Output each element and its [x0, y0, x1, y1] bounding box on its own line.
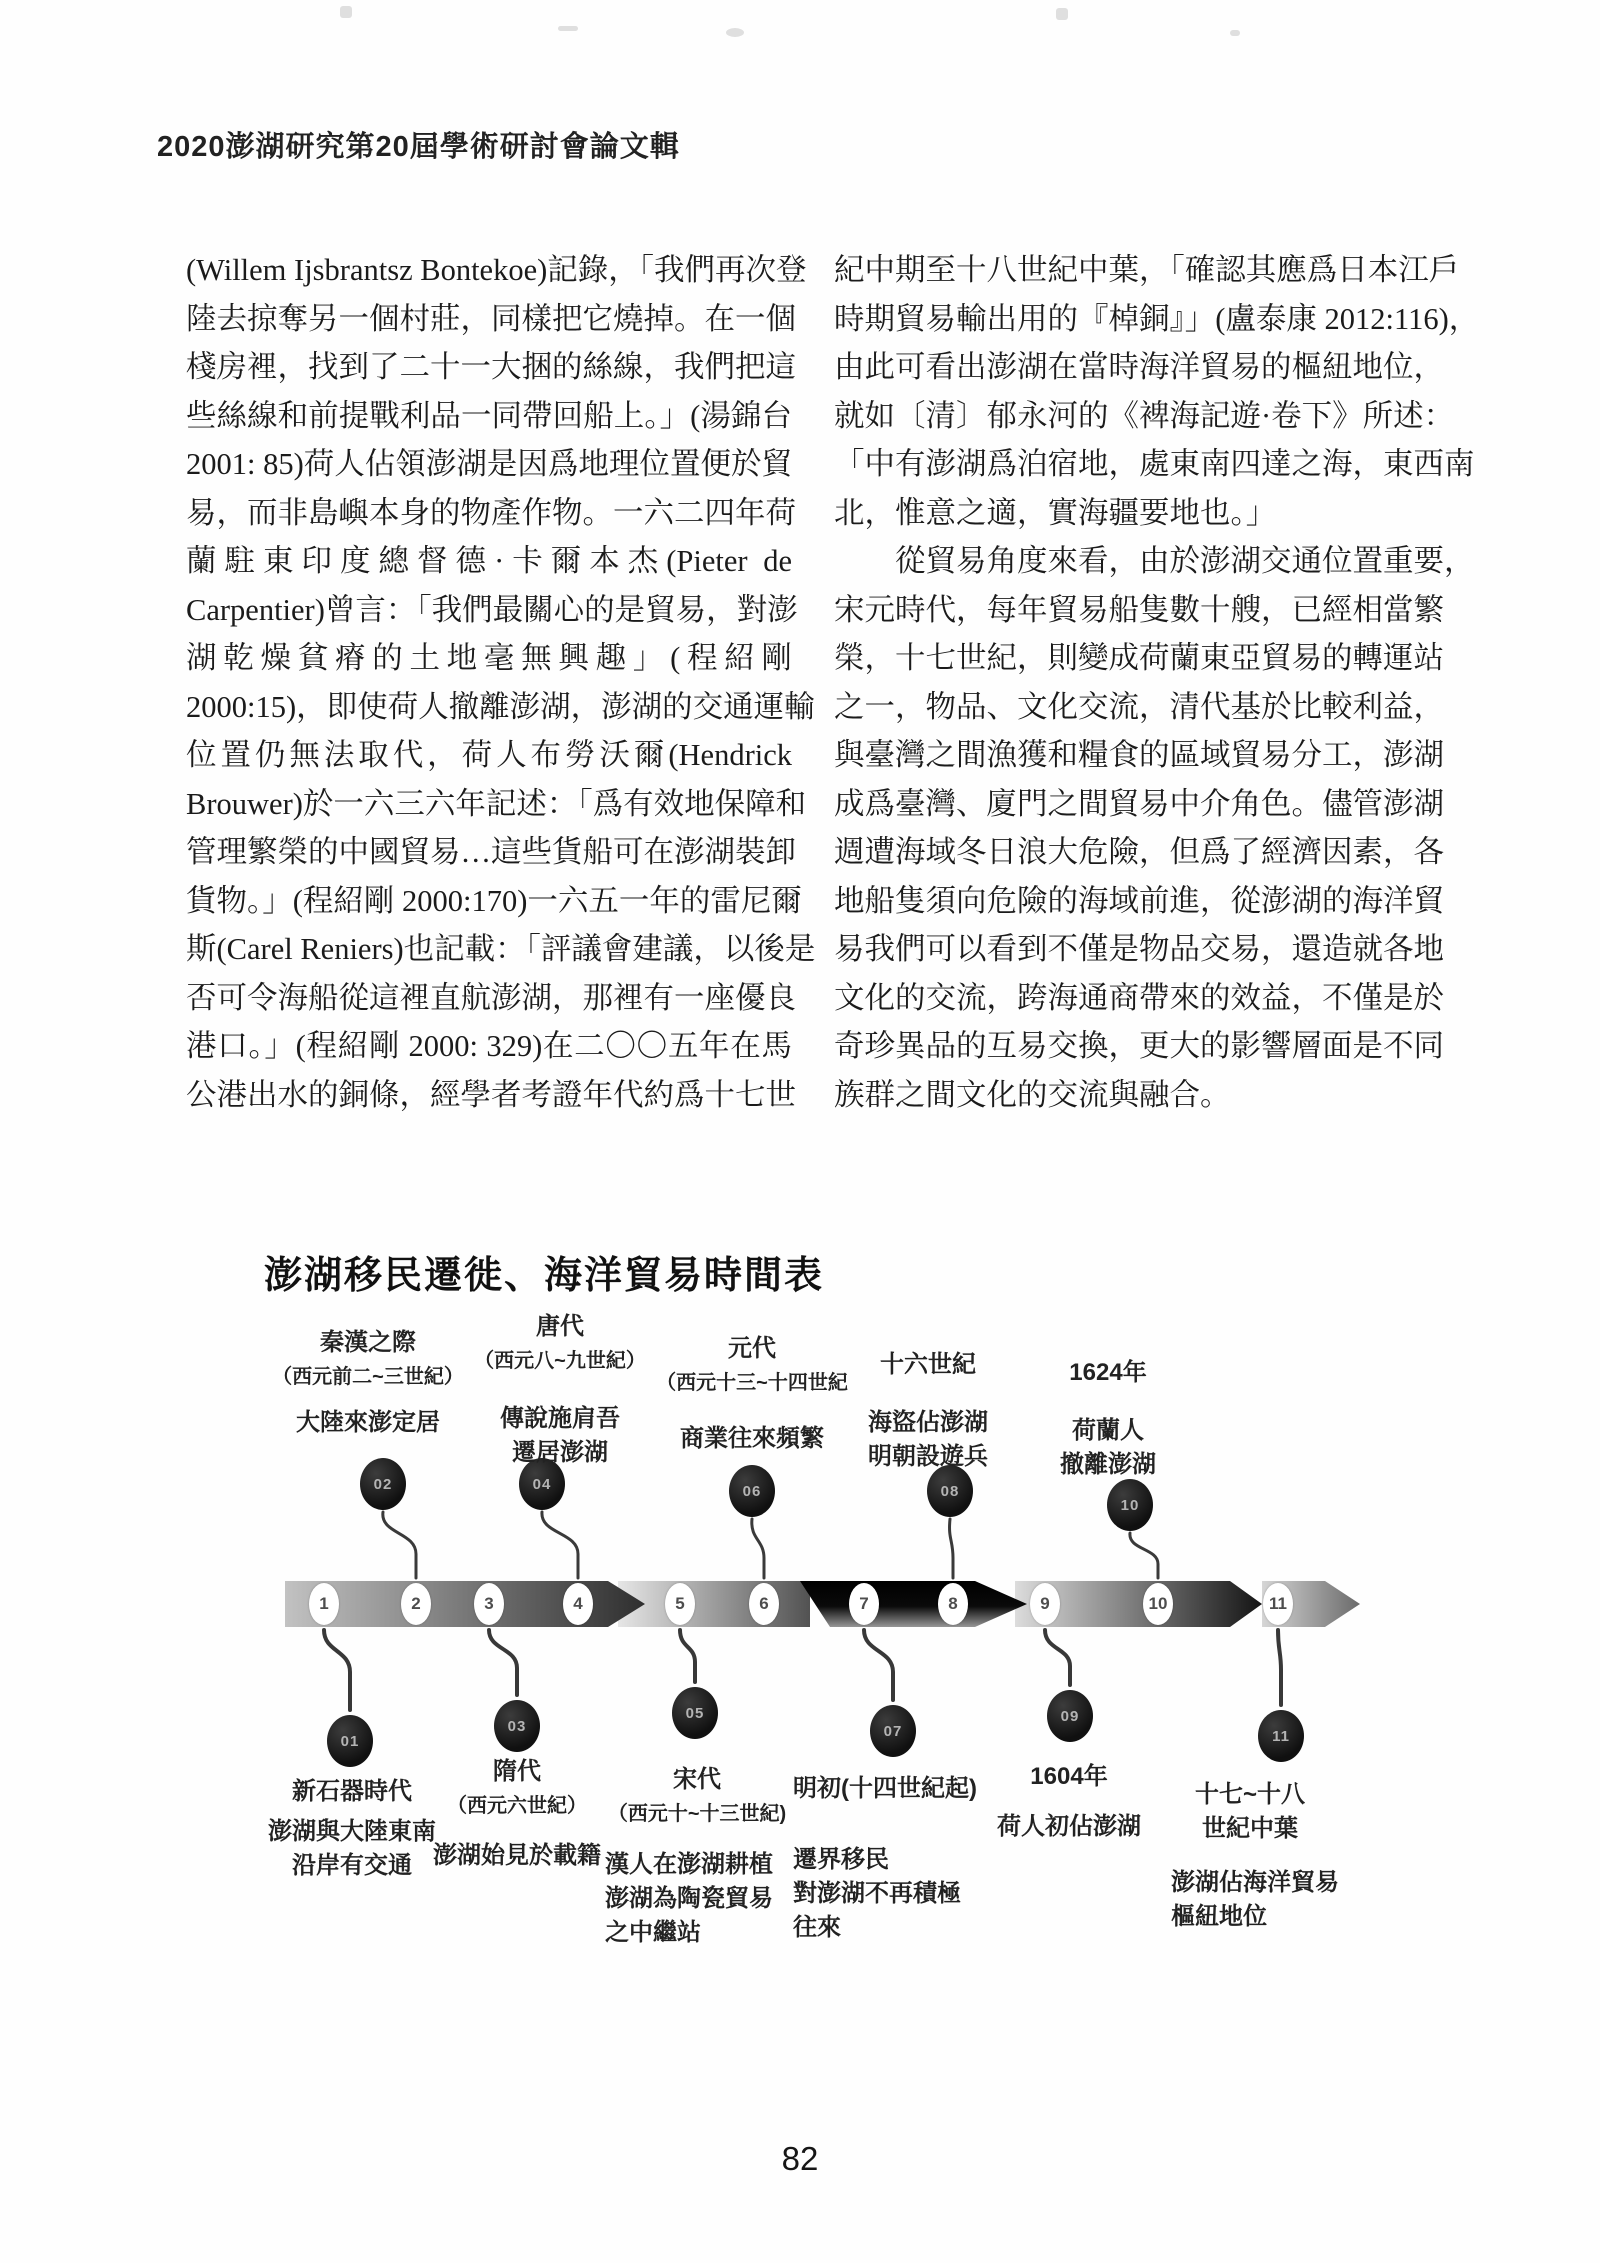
band-marker-2: 2	[401, 1583, 431, 1625]
text-line: 港口。」(程紹剛 2000: 329)在二〇〇五年在馬	[186, 1029, 792, 1063]
text-line: 與臺灣之間漁獲和糧食的區域貿易分工，澎湖	[834, 738, 1444, 772]
scan-artifact	[726, 28, 744, 37]
event-label-09: 1604年 荷人初佔澎湖	[997, 1763, 1141, 1840]
text-line: 棧房裡，找到了二十一大捆的絲線，我們把這	[186, 350, 796, 384]
band-marker-4: 4	[563, 1583, 593, 1625]
text-line: (Willem Ijsbrantsz Bontekoe)記錄，「我們再次登	[186, 253, 807, 287]
timeline-title: 澎湖移民遷徙、海洋貿易時間表	[264, 1255, 825, 1297]
event-label-07-desc: 遷界移民 對澎湖不再積極 往來	[793, 1846, 961, 1941]
band-segment-3	[800, 1581, 1027, 1627]
scan-artifact	[340, 6, 352, 18]
connector-node-10	[1130, 1533, 1158, 1578]
text-line: Brouwer)於一六三六年記述：「爲有效地保障和	[186, 786, 807, 821]
text-line: 成爲臺灣、廈門之間貿易中介角色。儘管澎湖	[834, 786, 1444, 821]
text-line: 易，而非島嶼本身的物產作物。一六二四年荷	[186, 495, 796, 530]
connector-node-02	[383, 1512, 416, 1578]
text-line: 斯(Carel Reniers)也記載：「評議會建議，以後是	[186, 932, 816, 966]
text-line: 由此可看出澎湖在當時海洋貿易的樞紐地位，	[834, 350, 1444, 384]
band-marker-9: 9	[1030, 1583, 1060, 1625]
text-line: 位置仍無法取代，荷人布勞沃爾(Hendrick	[186, 738, 792, 772]
text-line: 湖乾燥貧瘠的土地毫無興趣」(程紹剛	[186, 641, 792, 675]
band-segment-2	[618, 1581, 810, 1627]
timeline-node-11: 11	[1258, 1710, 1304, 1762]
band-marker-11: 11	[1263, 1583, 1293, 1625]
text-line: 「中有澎湖爲泊宿地，處東南四達之海，東西南	[834, 447, 1475, 481]
connector-node-08	[950, 1519, 953, 1578]
scan-artifact	[1056, 8, 1068, 20]
event-label-01: 新石器時代 澎湖與大陸東南 沿岸有交通	[268, 1778, 436, 1879]
connector-node-05	[680, 1630, 695, 1682]
timeline-node-09: 09	[1047, 1690, 1093, 1742]
band-marker-1: 1	[309, 1583, 339, 1625]
article-column-left	[186, 246, 816, 1119]
text-line: 時期貿易輸出用的『棹銅』」(盧泰康 2012:116)，	[834, 301, 1480, 336]
event-label-08: 十六世紀 海盜佔澎湖 明朝設遊兵	[868, 1351, 988, 1470]
text-line: 貨物。」(程紹剛 2000:170)一六五一年的雷尼爾	[186, 883, 802, 918]
timeline-node-05: 05	[672, 1687, 718, 1739]
event-label-04: 唐代 （西元八~九世紀） 傳說施肩吾 遷居澎湖	[474, 1313, 646, 1466]
event-label-02: 秦漢之際 （西元前二~三世紀） 大陸來澎定居	[272, 1329, 464, 1436]
text-line: 易我們可以看到不僅是物品交易，還造就各地	[834, 932, 1444, 966]
event-label-07-heading: 明初(十四世紀起)	[793, 1775, 977, 1802]
text-line: 之一，物品、文化交流，清代基於比較利益，	[834, 689, 1444, 724]
connector-node-09	[1045, 1630, 1070, 1685]
text-line: 蘭駐東印度總督德·卡爾本杰(Pieter de	[186, 544, 792, 578]
text-line: 管理繁榮的中國貿易…這些貨船可在澎湖裝卸	[186, 835, 796, 869]
event-label-03: 隋代 （西元六世紀） 澎湖始見於載籍	[433, 1758, 601, 1869]
text-line: 奇珍異品的互易交換，更大的影響層面是不同	[834, 1029, 1444, 1063]
text-line: 2000:15)，即使荷人撤離澎湖，澎湖的交通運輸	[186, 689, 815, 724]
text-line: 從貿易角度來看，由於澎湖交通位置重要，	[895, 544, 1475, 578]
band-marker-8: 8	[938, 1583, 968, 1625]
text-line: 公港出水的銅條，經學者考證年代約爲十七世	[186, 1077, 796, 1112]
event-label-11-heading: 十七~十八 世紀中葉	[1194, 1781, 1306, 1842]
article-column-right	[834, 246, 1480, 1119]
timeline-node-06: 06	[729, 1465, 775, 1517]
event-label-05-heading: 宋代 （西元十~十三世紀)	[607, 1766, 787, 1825]
text-line: 族群之間文化的交流與融合。	[834, 1077, 1231, 1112]
event-label-05-desc: 漢人在澎湖耕植 澎湖為陶瓷貿易 之中繼站	[605, 1851, 773, 1946]
timeline-node-10: 10	[1107, 1479, 1153, 1531]
text-line: 北，惟意之適，實海疆要地也。」	[834, 495, 1277, 530]
text-line: 宋元時代，每年貿易船隻數十艘，已經相當繁	[834, 592, 1444, 627]
scan-artifact	[558, 26, 578, 31]
band-marker-5: 5	[665, 1583, 695, 1625]
band-marker-3: 3	[474, 1583, 504, 1625]
text-line: 文化的交流，跨海通商帶來的效益，不僅是於	[834, 980, 1444, 1015]
text-line: Carpentier)曾言：「我們最關心的是貿易，對澎	[186, 592, 798, 627]
timeline-node-04: 04	[519, 1458, 565, 1510]
text-line: 地船隻須向危險的海域前進，從澎湖的海洋貿	[834, 883, 1444, 918]
timeline-node-03: 03	[494, 1700, 540, 1752]
connector-node-07	[864, 1630, 893, 1700]
text-line: 否可令海船從這裡直航澎湖，那裡有一座優良	[186, 980, 796, 1015]
text-line: 紀中期至十八世紀中葉，「確認其應爲日本江戶	[834, 253, 1460, 287]
connector-node-03	[489, 1630, 517, 1695]
band-marker-7: 7	[849, 1583, 879, 1625]
text-line: 2001: 85)荷人佔領澎湖是因爲地理位置便於貿	[186, 447, 792, 481]
page-number: 82	[781, 2140, 819, 2177]
text-line: 就如〔清〕郁永河的《裨海記遊·卷下》所述：	[834, 398, 1455, 433]
connector-node-06	[752, 1519, 764, 1578]
band-marker-10: 10	[1143, 1583, 1173, 1625]
text-line: 陸去掠奪另一個村莊，同樣把它燒掉。在一個	[186, 301, 796, 336]
scan-artifact	[1230, 30, 1240, 36]
timeline-node-07: 07	[870, 1705, 916, 1757]
connector-node-01	[324, 1630, 350, 1710]
timeline-node-01: 01	[327, 1715, 373, 1767]
timeline-node-02: 02	[360, 1458, 406, 1510]
text-line: 榮，十七世紀，則變成荷蘭東亞貿易的轉運站	[834, 641, 1444, 675]
event-label-10: 1624年 荷蘭人 撤離澎湖	[1060, 1359, 1156, 1478]
text-line: 週遭海域冬日浪大危險，但爲了經濟因素，各	[834, 835, 1444, 869]
event-label-06: 元代 （西元十三~十四世紀 商業往來頻繁	[656, 1335, 848, 1452]
booklet-title: 2020澎湖研究第20屆學術研討會論文輯	[157, 131, 680, 163]
text-line: 些絲線和前提戰利品一同帶回船上。」(湯錦台	[186, 398, 792, 433]
connector-node-04	[542, 1512, 578, 1578]
event-label-11-desc: 澎湖佔海洋貿易 樞紐地位	[1171, 1869, 1339, 1930]
band-marker-6: 6	[749, 1583, 779, 1625]
connector-node-11	[1278, 1630, 1281, 1705]
timeline-node-08: 08	[927, 1465, 973, 1517]
